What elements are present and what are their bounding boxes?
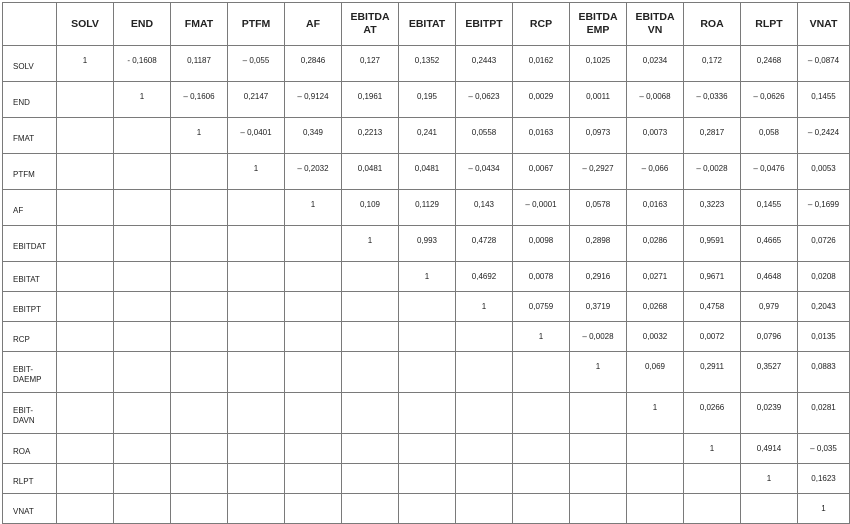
- table-cell: [171, 292, 228, 322]
- correlation-table: [2, 2, 850, 524]
- column-header: FMAT: [171, 3, 228, 46]
- table-cell: [513, 494, 570, 524]
- table-cell: – 0,0028: [570, 322, 627, 352]
- table-cell: – 0,1699: [798, 190, 850, 226]
- table-cell: – 0,9124: [285, 82, 342, 118]
- table-cell: [513, 434, 570, 464]
- table-cell: 0,0067: [513, 154, 570, 190]
- table-cell: – 0,1606: [171, 82, 228, 118]
- table-cell: 0,2846: [285, 46, 342, 82]
- table-cell: [171, 262, 228, 292]
- table-cell: [228, 352, 285, 393]
- table-cell: [285, 434, 342, 464]
- table-cell: 0,2147: [228, 82, 285, 118]
- column-header: EBITDA EMP: [570, 3, 627, 46]
- column-header: ROA: [684, 3, 741, 46]
- table-cell: 0,993: [399, 226, 456, 262]
- table-cell: [285, 464, 342, 494]
- table-cell: [228, 322, 285, 352]
- table-cell: 0,3223: [684, 190, 741, 226]
- table-cell: [285, 292, 342, 322]
- table-cell: 0,4914: [741, 434, 798, 464]
- table-cell: [57, 226, 114, 262]
- table-cell: 0,0029: [513, 82, 570, 118]
- table-cell: [570, 494, 627, 524]
- table-cell: [399, 434, 456, 464]
- table-cell: 0,0973: [570, 118, 627, 154]
- table-cell: [114, 464, 171, 494]
- table-cell: 0,0053: [798, 154, 850, 190]
- table-cell: [456, 464, 513, 494]
- table-cell: 0,3527: [741, 352, 798, 393]
- table-cell: [171, 154, 228, 190]
- row-label: AF: [3, 190, 57, 226]
- column-header: RCP: [513, 3, 570, 46]
- row-label: END: [3, 82, 57, 118]
- table-cell: [57, 494, 114, 524]
- table-cell: [399, 322, 456, 352]
- table-cell: [342, 464, 399, 494]
- table-cell: [342, 393, 399, 434]
- table-cell: [171, 393, 228, 434]
- table-cell: [285, 262, 342, 292]
- table-cell: [456, 494, 513, 524]
- table-cell: 0,0162: [513, 46, 570, 82]
- table-cell: [342, 262, 399, 292]
- table-cell: 0,0796: [741, 322, 798, 352]
- table-row: [3, 434, 850, 464]
- table-cell: [513, 393, 570, 434]
- table-cell: [57, 292, 114, 322]
- column-header: AF: [285, 3, 342, 46]
- column-header: EBITPT: [456, 3, 513, 46]
- table-cell: 0,0286: [627, 226, 684, 262]
- table-cell: 0,349: [285, 118, 342, 154]
- table-cell: 0,4758: [684, 292, 741, 322]
- table-cell: [114, 292, 171, 322]
- table-cell: – 0,0336: [684, 82, 741, 118]
- table-cell: [456, 352, 513, 393]
- table-cell: 0,1623: [798, 464, 850, 494]
- table-cell: 1: [114, 82, 171, 118]
- column-header: EBITDA VN: [627, 3, 684, 46]
- table-cell: 0,127: [342, 46, 399, 82]
- table-cell: 1: [171, 118, 228, 154]
- table-row: [3, 352, 850, 393]
- table-cell: [627, 434, 684, 464]
- row-label: RCP: [3, 322, 57, 352]
- table-cell: [570, 434, 627, 464]
- table-cell: [285, 352, 342, 393]
- table-cell: [114, 118, 171, 154]
- table-cell: 0,0558: [456, 118, 513, 154]
- table-cell: 0,3719: [570, 292, 627, 322]
- table-cell: [399, 494, 456, 524]
- table-cell: 0,4728: [456, 226, 513, 262]
- table-cell: – 0,0476: [741, 154, 798, 190]
- table-cell: 0,9671: [684, 262, 741, 292]
- table-row: [3, 46, 850, 82]
- table-cell: [513, 352, 570, 393]
- table-cell: [57, 434, 114, 464]
- table-row: [3, 393, 850, 434]
- table-cell: [171, 464, 228, 494]
- table-cell: – 0,0028: [684, 154, 741, 190]
- table-cell: [285, 393, 342, 434]
- table-cell: [114, 190, 171, 226]
- table-cell: 0,2911: [684, 352, 741, 393]
- table-cell: 0,2817: [684, 118, 741, 154]
- table-cell: [456, 393, 513, 434]
- table-cell: [399, 352, 456, 393]
- table-cell: 1: [513, 322, 570, 352]
- row-label: VNAT: [3, 494, 57, 524]
- table-cell: 0,0271: [627, 262, 684, 292]
- table-cell: 0,0239: [741, 393, 798, 434]
- table-cell: 0,0481: [399, 154, 456, 190]
- table-cell: [627, 464, 684, 494]
- table-row: [3, 494, 850, 524]
- table-row: [3, 190, 850, 226]
- table-cell: 0,0098: [513, 226, 570, 262]
- table-cell: 0,1352: [399, 46, 456, 82]
- table-cell: 0,979: [741, 292, 798, 322]
- table-cell: 1: [399, 262, 456, 292]
- table-cell: [57, 190, 114, 226]
- table-cell: [228, 434, 285, 464]
- table-cell: 0,172: [684, 46, 741, 82]
- table-cell: 0,0481: [342, 154, 399, 190]
- table-row: [3, 322, 850, 352]
- table-cell: [57, 322, 114, 352]
- table-cell: [171, 352, 228, 393]
- table-cell: [228, 190, 285, 226]
- table-cell: – 0,066: [627, 154, 684, 190]
- table-cell: [57, 352, 114, 393]
- table-cell: 1: [627, 393, 684, 434]
- table-cell: 1: [798, 494, 850, 524]
- table-cell: – 0,0874: [798, 46, 850, 82]
- table-cell: 0,0883: [798, 352, 850, 393]
- table-cell: [171, 226, 228, 262]
- table-cell: [57, 262, 114, 292]
- table-cell: 0,4665: [741, 226, 798, 262]
- table-cell: [342, 352, 399, 393]
- table-cell: [114, 226, 171, 262]
- table-cell: – 0,2032: [285, 154, 342, 190]
- table-row: [3, 154, 850, 190]
- table-cell: 0,143: [456, 190, 513, 226]
- table-cell: [114, 434, 171, 464]
- row-label: EBITDAT: [3, 226, 57, 262]
- table-cell: [57, 393, 114, 434]
- table-cell: [684, 464, 741, 494]
- table-cell: [171, 434, 228, 464]
- table-cell: [57, 82, 114, 118]
- table-cell: 0,0266: [684, 393, 741, 434]
- column-header: SOLV: [57, 3, 114, 46]
- table-row: [3, 226, 850, 262]
- table-cell: 0,2898: [570, 226, 627, 262]
- table-row: [3, 82, 850, 118]
- table-cell: 0,058: [741, 118, 798, 154]
- table-cell: 0,4692: [456, 262, 513, 292]
- column-header: END: [114, 3, 171, 46]
- table-cell: [399, 393, 456, 434]
- table-cell: 0,4648: [741, 262, 798, 292]
- table-cell: 1: [57, 46, 114, 82]
- table-cell: 0,2213: [342, 118, 399, 154]
- table-cell: [114, 393, 171, 434]
- column-header: VNAT: [798, 3, 850, 46]
- table-cell: [171, 190, 228, 226]
- table-cell: 1: [228, 154, 285, 190]
- table-cell: 0,0011: [570, 82, 627, 118]
- table-cell: [228, 292, 285, 322]
- row-label: PTFM: [3, 154, 57, 190]
- row-label: EBIT- DAEMP: [3, 352, 57, 393]
- table-cell: [114, 322, 171, 352]
- column-header: EBITDA AT: [342, 3, 399, 46]
- table-cell: 0,0078: [513, 262, 570, 292]
- table-cell: – 0,0001: [513, 190, 570, 226]
- table-cell: [285, 494, 342, 524]
- table-cell: – 0,0623: [456, 82, 513, 118]
- table-cell: – 0,0626: [741, 82, 798, 118]
- table-cell: 0,0726: [798, 226, 850, 262]
- table-cell: [456, 434, 513, 464]
- row-label: FMAT: [3, 118, 57, 154]
- table-cell: [228, 226, 285, 262]
- table-row: [3, 464, 850, 494]
- table-cell: 0,2916: [570, 262, 627, 292]
- table-cell: 1: [456, 292, 513, 322]
- table-cell: 0,195: [399, 82, 456, 118]
- row-label: ROA: [3, 434, 57, 464]
- corner-cell: [3, 3, 57, 46]
- table-cell: [342, 292, 399, 322]
- table-cell: 1: [684, 434, 741, 464]
- table-cell: – 0,0434: [456, 154, 513, 190]
- table-cell: 1: [741, 464, 798, 494]
- table-cell: 1: [285, 190, 342, 226]
- table-cell: 0,0268: [627, 292, 684, 322]
- table-cell: [342, 322, 399, 352]
- table-cell: [114, 494, 171, 524]
- table-cell: 0,0135: [798, 322, 850, 352]
- table-row: [3, 262, 850, 292]
- table-cell: [57, 464, 114, 494]
- table-cell: – 0,2424: [798, 118, 850, 154]
- row-label: EBITAT: [3, 262, 57, 292]
- table-cell: [285, 322, 342, 352]
- table-cell: 0,9591: [684, 226, 741, 262]
- table-cell: 1: [342, 226, 399, 262]
- table-cell: [570, 464, 627, 494]
- table-cell: 0,0234: [627, 46, 684, 82]
- table-cell: [399, 464, 456, 494]
- column-header: PTFM: [228, 3, 285, 46]
- table-cell: 0,1025: [570, 46, 627, 82]
- table-cell: 0,1129: [399, 190, 456, 226]
- table-cell: [228, 494, 285, 524]
- table-row: [3, 292, 850, 322]
- table-cell: [342, 494, 399, 524]
- table-cell: – 0,055: [228, 46, 285, 82]
- table-cell: [114, 262, 171, 292]
- table-cell: [456, 322, 513, 352]
- table-cell: 0,0208: [798, 262, 850, 292]
- table-cell: [114, 154, 171, 190]
- column-header: RLPT: [741, 3, 798, 46]
- table-cell: [399, 292, 456, 322]
- table-cell: 0,0073: [627, 118, 684, 154]
- table-cell: 0,069: [627, 352, 684, 393]
- table-cell: [570, 393, 627, 434]
- table-cell: 0,109: [342, 190, 399, 226]
- table-cell: 0,0578: [570, 190, 627, 226]
- table-cell: [228, 464, 285, 494]
- table-cell: 0,2468: [741, 46, 798, 82]
- table-cell: [228, 393, 285, 434]
- table-cell: [684, 494, 741, 524]
- table-cell: [171, 494, 228, 524]
- table-cell: [513, 464, 570, 494]
- table-cell: 0,0281: [798, 393, 850, 434]
- table-cell: [342, 434, 399, 464]
- table-row: [3, 118, 850, 154]
- table-cell: 0,1961: [342, 82, 399, 118]
- row-label: EBIT- DAVN: [3, 393, 57, 434]
- table-cell: – 0,2927: [570, 154, 627, 190]
- table-cell: – 0,035: [798, 434, 850, 464]
- table-cell: 0,0163: [627, 190, 684, 226]
- table-cell: [627, 494, 684, 524]
- table-cell: 0,1187: [171, 46, 228, 82]
- table-cell: [171, 322, 228, 352]
- table-cell: – 0,0068: [627, 82, 684, 118]
- column-header: EBITAT: [399, 3, 456, 46]
- table-cell: 0,0072: [684, 322, 741, 352]
- table-cell: [57, 154, 114, 190]
- table-cell: 0,1455: [798, 82, 850, 118]
- table-cell: 1: [570, 352, 627, 393]
- table-cell: 0,0032: [627, 322, 684, 352]
- table-cell: [285, 226, 342, 262]
- table-cell: [114, 352, 171, 393]
- table-body: [3, 46, 850, 524]
- table-cell: 0,0759: [513, 292, 570, 322]
- table-cell: 0,1455: [741, 190, 798, 226]
- table-cell: 0,2043: [798, 292, 850, 322]
- row-label: RLPT: [3, 464, 57, 494]
- table-cell: 0,0163: [513, 118, 570, 154]
- table-cell: [57, 118, 114, 154]
- table-cell: 0,241: [399, 118, 456, 154]
- table-cell: 0,2443: [456, 46, 513, 82]
- row-label: EBITPT: [3, 292, 57, 322]
- table-cell: – 0,0401: [228, 118, 285, 154]
- table-cell: [741, 494, 798, 524]
- table-cell: [228, 262, 285, 292]
- table-cell: - 0,1608: [114, 46, 171, 82]
- header-row: [3, 3, 850, 46]
- row-label: SOLV: [3, 46, 57, 82]
